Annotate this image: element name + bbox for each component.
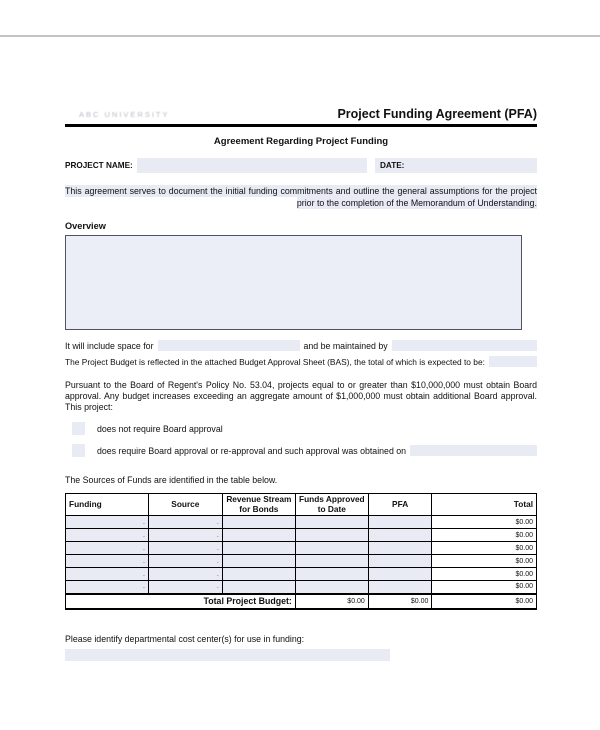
funding-cell[interactable]: . xyxy=(66,542,149,555)
date-group xyxy=(375,158,537,173)
no-board-approval-row xyxy=(65,422,537,435)
expected-total-input[interactable] xyxy=(489,356,537,367)
table-row xyxy=(66,555,537,568)
source-cell[interactable]: . xyxy=(148,555,222,568)
col-header-revenue-stream: Revenue Stream for Bonds xyxy=(222,494,295,516)
budget-line-label: The Project Budget is reflected in the attached Budget Approval Sheet (BAS), the total of which is expected to be: xyxy=(65,357,485,367)
maintained-by-input[interactable] xyxy=(392,340,537,351)
funds-approved-cell[interactable] xyxy=(295,529,368,542)
table-row xyxy=(66,542,537,555)
source-cell[interactable]: . xyxy=(148,581,222,594)
pfa-cell[interactable] xyxy=(368,542,432,555)
overview-textarea[interactable] xyxy=(65,235,522,330)
col-header-pfa: PFA xyxy=(368,494,432,516)
revenue-cell[interactable] xyxy=(222,555,295,568)
title-rule xyxy=(65,124,537,127)
table-row xyxy=(66,516,537,529)
funding-cell[interactable]: . xyxy=(66,581,149,594)
funds-approved-cell[interactable] xyxy=(295,568,368,581)
date-label: DATE: xyxy=(380,161,405,170)
budget-line-row xyxy=(65,356,537,367)
cost-center-label: Please identify departmental cost center(s) for use in funding: xyxy=(65,633,305,644)
document-title: Project Funding Agreement (PFA) xyxy=(337,107,537,121)
date-input[interactable] xyxy=(404,158,537,173)
table-row xyxy=(66,529,537,542)
table-row xyxy=(66,568,537,581)
total-cell: $0.00 xyxy=(432,568,537,581)
total-cell: $0.00 xyxy=(432,542,537,555)
sources-of-funds-line: The Sources of Funds are identified in the table below. xyxy=(65,475,278,485)
total-project-budget-label: Total Project Budget: xyxy=(66,594,296,609)
no-board-approval-checkbox[interactable] xyxy=(72,422,85,435)
total-cell: $0.00 xyxy=(432,555,537,568)
board-approval-obtained-checkbox[interactable] xyxy=(72,444,85,457)
board-policy-paragraph: Pursuant to the Board of Regent's Policy No. 53.04, projects equal to or greater than $10,000,000 must obtain Board approval. Any budget increases exceeding an aggregate amount of $1,000,000 must obtain additional Board approval. This project: xyxy=(65,380,537,412)
board-approval-obtained-label: does require Board approval or re-approval and such approval was obtained on xyxy=(97,445,407,456)
funding-cell[interactable]: . xyxy=(66,568,149,581)
source-cell[interactable]: . xyxy=(148,516,222,529)
project-name-input[interactable] xyxy=(137,158,367,173)
table-header-row xyxy=(66,494,537,516)
funds-approved-cell[interactable] xyxy=(295,555,368,568)
approval-date-input[interactable] xyxy=(410,445,537,456)
header-row xyxy=(65,107,537,121)
table-row xyxy=(66,581,537,594)
funding-cell[interactable]: . xyxy=(66,529,149,542)
revenue-cell[interactable] xyxy=(222,542,295,555)
intro-highlight: This agreement serves to document the initial funding commitments and outline the general assumptions for the project prior to the completion of the Memorandum of Understanding. xyxy=(65,186,537,208)
letterhead-text: ABC UNIVERSITY xyxy=(79,110,170,119)
col-header-source: Source xyxy=(148,494,222,516)
col-header-funds-approved: Funds Approved to Date xyxy=(295,494,368,516)
pfa-cell[interactable] xyxy=(368,516,432,529)
col-header-funding: Funding xyxy=(66,494,149,516)
funds-approved-cell[interactable] xyxy=(295,581,368,594)
total-project-budget-row xyxy=(66,594,537,609)
total-pfa-cell: $0.00 xyxy=(368,594,432,609)
space-for-row xyxy=(65,340,537,351)
revenue-cell[interactable] xyxy=(222,581,295,594)
board-approval-obtained-row xyxy=(65,444,537,457)
total-cell: $0.00 xyxy=(432,529,537,542)
col-header-total: Total xyxy=(432,494,537,516)
no-board-approval-label: does not require Board approval xyxy=(97,423,223,434)
funding-cell[interactable]: . xyxy=(66,555,149,568)
total-budget-cell: $0.00 xyxy=(432,594,537,609)
source-cell[interactable]: . xyxy=(148,542,222,555)
space-for-label: It will include space for xyxy=(65,341,154,351)
space-for-input[interactable] xyxy=(158,340,300,351)
pfa-cell[interactable] xyxy=(368,529,432,542)
top-divider xyxy=(0,35,600,37)
funds-approved-cell[interactable] xyxy=(295,542,368,555)
funding-cell[interactable]: . xyxy=(66,516,149,529)
maintained-by-label: and be maintained by xyxy=(303,341,388,351)
revenue-cell[interactable] xyxy=(222,529,295,542)
pfa-cell[interactable] xyxy=(368,555,432,568)
source-cell[interactable]: . xyxy=(148,529,222,542)
overview-heading: Overview xyxy=(65,221,106,231)
pfa-cell[interactable] xyxy=(368,568,432,581)
document-content xyxy=(65,107,537,666)
funds-approved-cell[interactable] xyxy=(295,516,368,529)
sources-of-funds-table xyxy=(65,493,537,610)
revenue-cell[interactable] xyxy=(222,568,295,581)
cost-center-input[interactable] xyxy=(65,649,390,661)
document-subtitle: Agreement Regarding Project Funding xyxy=(213,136,389,147)
total-cell: $0.00 xyxy=(432,516,537,529)
project-name-label: PROJECT NAME: xyxy=(65,161,133,170)
total-funds-approved-cell: $0.00 xyxy=(295,594,368,609)
pfa-cell[interactable] xyxy=(368,581,432,594)
total-cell: $0.00 xyxy=(432,581,537,594)
revenue-cell[interactable] xyxy=(222,516,295,529)
source-cell[interactable]: . xyxy=(148,568,222,581)
intro-paragraph xyxy=(65,186,537,209)
project-name-row xyxy=(65,158,537,173)
